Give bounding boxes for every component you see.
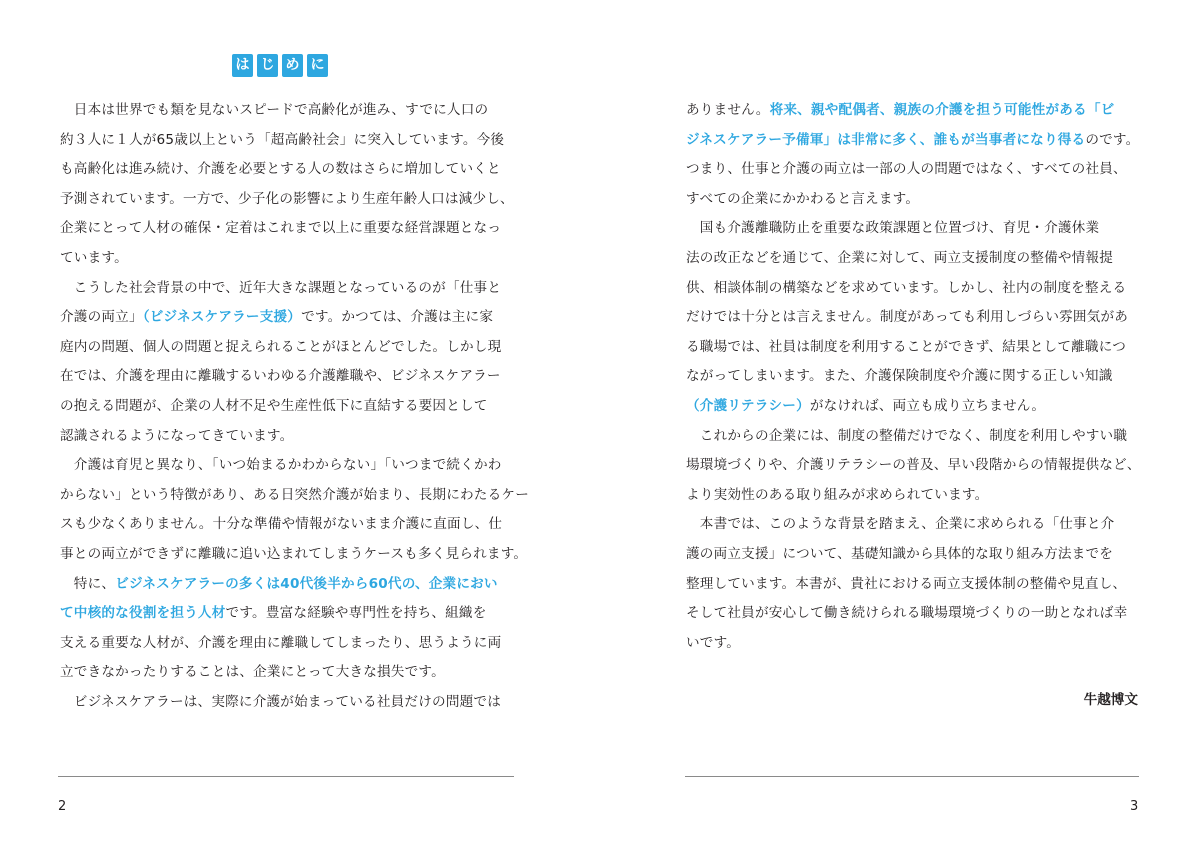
text-line [60,303,528,333]
text-line: こうした社会背景の中で、近年大きな課題となっているのが「仕事と [60,279,502,296]
text-line: も高齢化は進み続け、介護を必要とする人の数はさらに増加していくと [60,161,501,178]
text-line: ながってしまいます。また、介護保険制度や介護に関する正しい知識 [686,368,1113,385]
text-line [686,96,1144,126]
text-line: いです。 [686,634,741,651]
text-line: 企業にとって人材の確保・定着はこれまで以上に重要な経営課題となっ [60,220,502,237]
text-line: 事との両立ができずに離職に追い込まれてしまうケースも多く見られます。 [60,545,528,562]
text-line: 供、相談体制の構築などを求めています。しかし、社内の制度を整える [686,279,1127,296]
text-segment: がなければ、両立も成り立ちません。 [809,397,1046,414]
text-line: これからの企業には、制度の整備だけでなく、制度を利用しやすい職 [686,427,1128,444]
text-line [686,392,1144,422]
text-segment: 介護の両立」 [60,309,143,326]
text-line: 約３人に１人が65歳以上という「超高齢社会」に突入しています。今後 [60,131,505,148]
highlighted-text: ジネスケアラー予備軍」は非常に多く、誰もが当事者になり得る [686,131,1086,148]
highlighted-text: ビジネスケアラーの多くは40代後半から60代の、企業におい [115,575,498,592]
text-segment: ありません。 [686,102,770,118]
text-segment: です。かつては、介護は主に家 [301,309,494,326]
page-number: 2 [58,799,67,814]
footer-divider [685,776,1139,777]
text-line: そして社員が安心して働き続けられる職場環境づくりの一助となれば幸 [686,605,1128,622]
text-line: より実効性のある取り組みが求められています。 [686,486,989,503]
text-line: 在では、介護を理由に離職するいわゆる介護離職や、ビジネスケアラー [60,368,501,385]
text-segment: のです。 [1085,131,1140,148]
page-number: 3 [1130,799,1139,814]
text-line: の抱える問題が、企業の人材不足や生産性低下に直結する要因として [60,397,488,414]
title-char-box: め [282,54,303,77]
footer-divider [58,776,514,777]
text-segment: 特に、 [60,575,116,592]
text-line: ています。 [60,249,128,266]
text-line [686,126,1144,156]
text-line: からない」という特徴があり、ある日突然介護が始まり、長期にわたるケー [60,486,529,503]
section-title [232,54,328,77]
title-char-box: じ [257,54,278,77]
title-char-box: に [307,54,328,77]
text-line: 立できなかったりすることは、企業にとって大きな損失です。 [60,664,445,681]
right-body-text [686,96,1144,658]
text-line: 護の両立支援」について、基礎知識から具体的な取り組み方法までを [686,545,1114,562]
text-line: 介護は育児と異なり、「いつ始まるかわからない」「いつまで続くかわ [60,457,502,474]
highlighted-text: （ビジネスケアラー支援） [142,309,302,326]
text-line: 場環境づくりや、介護リテラシーの普及、早い段階からの情報提供など、 [686,457,1141,474]
text-segment: です。豊富な経験や専門性を持ち、組織を [225,605,487,622]
highlighted-text: て中核的な役割を担う人材 [60,605,226,622]
text-line: 庭内の問題、個人の問題と捉えられることがほとんどでした。しかし現 [60,338,502,355]
text-line: 法の改正などを通じて、企業に対して、両立支援制度の整備や情報提 [686,249,1114,266]
text-line: ビジネスケアラーは、実際に介護が始まっている社員だけの問題では [60,693,501,710]
text-line: 支える重要な人材が、介護を理由に離職してしまったり、思うように両 [60,634,502,651]
text-line [60,599,528,629]
text-line: すべての企業にかかわると言えます。 [686,190,920,207]
text-line: だけでは十分とは言えません。制度があっても利用しづらい雰囲気があ [686,309,1129,326]
text-line: 予測されています。一方で、少子化の影響により生産年齢人口は減少し、 [60,190,514,207]
text-line: 日本は世界でも類を見ないスピードで高齢化が進み、すでに人口の [60,102,489,118]
text-line [60,570,528,600]
text-line: 本書では、このような背景を踏まえ、企業に求められる「仕事と介 [686,516,1115,533]
left-body-text [60,96,528,717]
text-line: 認識されるようになってきています。 [60,427,294,444]
highlighted-text: 将来、親や配偶者、親族の介護を担う可能性がある「ビ [769,102,1115,118]
text-line: る職場では、社員は制度を利用することができず、結果として離職につ [686,338,1127,355]
text-line: 整理しています。本書が、貴社における両立支援体制の整備や見直し、 [686,575,1127,592]
highlighted-text: （介護リテラシー） [686,397,810,414]
text-line: スも少なくありません。十分な準備や情報がないまま介護に直面し、仕 [60,516,503,533]
author-name: 牛越博文 [1083,692,1138,708]
title-char-box: は [232,54,253,77]
right-page [600,0,1200,850]
text-line: 国も介護離職防止を重要な政策課題と位置づけ、育児・介護休業 [686,220,1100,237]
text-line: つまり、仕事と介護の両立は一部の人の問題ではなく、すべての社員、 [686,161,1127,178]
